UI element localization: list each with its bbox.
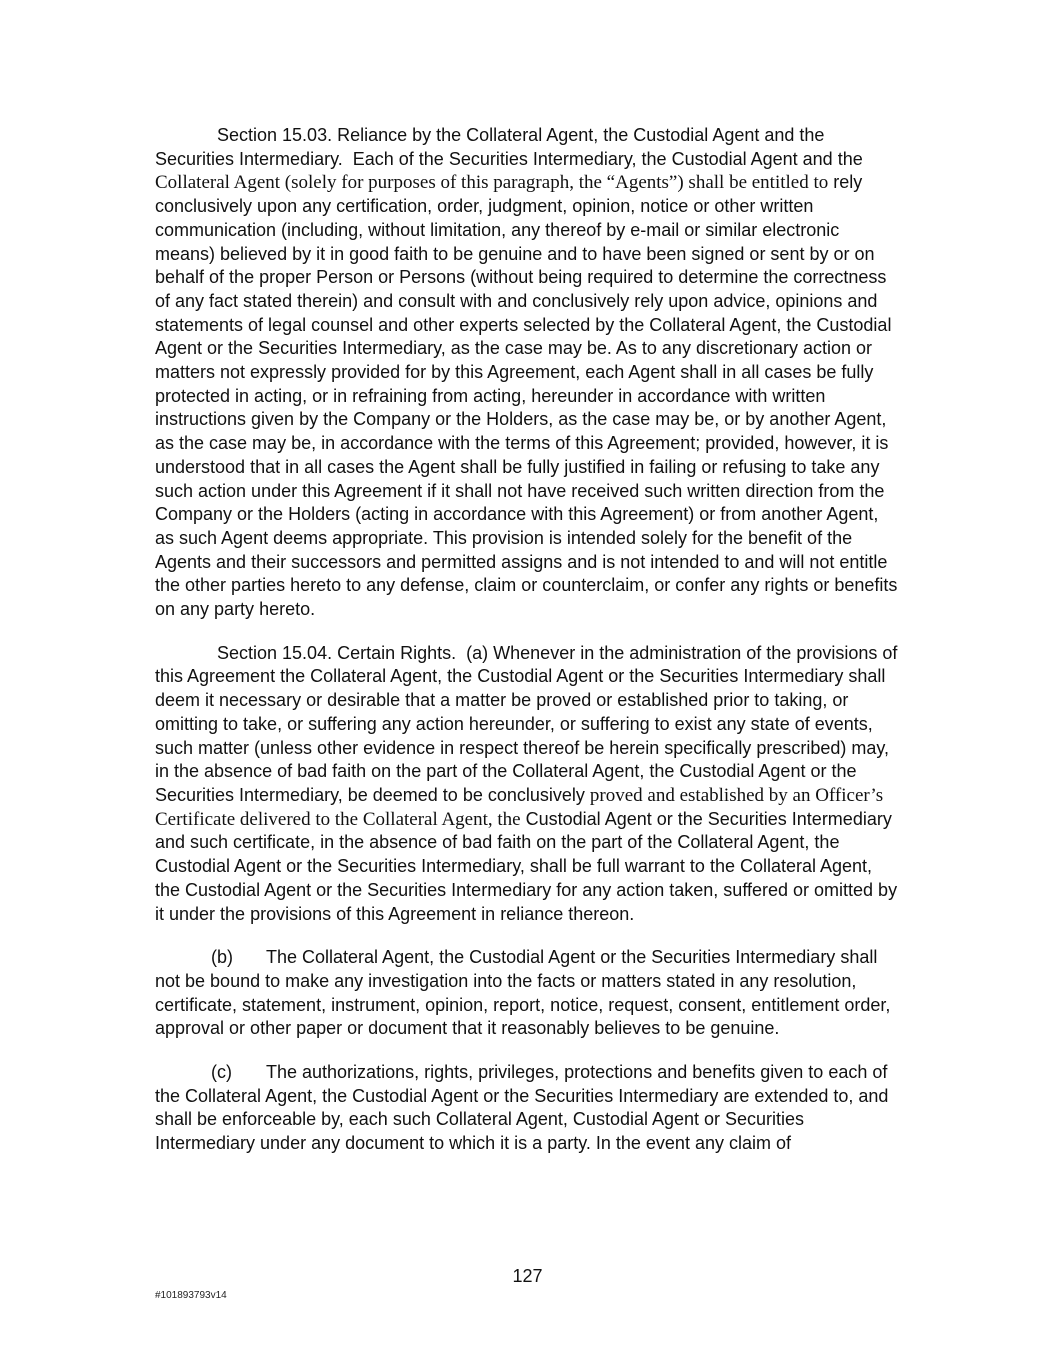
section-15-03-body-part2: rely conclusively upon any certification, order, judgment, opinion, notice or other written communication (including, without limitation, any thereof by e-mail or similar electronic means) believed by it in good faith to be genuine and to have been signed or sent by or on behalf of the proper Person or Persons (without being required to determine the correctness of any fact stated therein) and consult with and conclusively rely upon advice, opinions and statements of legal counsel and other experts selected by the Collateral Agent, the Custodial Agent or the Securities Intermediary, as the case may be. As to any discretionary action or matters not expressly provided for by this Agreement, each Agent shall in all cases be fully protected in acting, or in refraining from acting, hereunder in accordance with written instructions given by the Company or the Holders, as the case may be, or by another Agent, as the case may be, in accordance with the terms of this Agreement; provided, however, it is understood that in all cases the Agent shall be fully justified in failing or refusing to take any such action under this Agreement if it shall not have received such written direction from the Company or the Holders (acting in accordance with this Agreement) or from another Agent, as such Agent deems appropriate. This provision is intended solely for the benefit of the Agents and their successors and permitted assigns and is not intended to and will not entitle the other parties hereto to any defense, claim or counterclaim, or confer any rights or benefits on any party hereto. — [155, 172, 898, 620]
subsection-c-label: (c) — [211, 1062, 232, 1083]
subsection-b-label: (b) — [211, 947, 233, 968]
subsection-b — [155, 946, 901, 1041]
page-number: 127 — [512, 1266, 543, 1286]
section-15-03-heading: Section 15.03. Reliance by the Collateral Agent, the Custodial Agent and the Securities Intermediary. — [155, 125, 825, 169]
section-15-04-heading: Section 15.04. Certain Rights. — [217, 642, 457, 663]
section-15-04-body-part2: Custodial Agent or the Securities Intermediary and such certificate, in the absence of bad faith on the part of the Collateral Agent, the Custodial Agent or the Securities Intermediary, shall be full warrant to the Collateral Agent, the Custodial Agent or the Securities Intermediary for any action taken, suffered or omitted by it under the provisions of this Agreement in reliance thereon. — [155, 808, 898, 924]
section-15-03-body-part1: Each of the Securities Intermediary, the Custodial Agent and the — [352, 148, 863, 169]
subsection-c-text: The authorizations, rights, privileges, protections and benefits given to each of the Collateral Agent, the Custodial Agent or the Securities Intermediary are extended to, and shall be enforceable by, each such Collateral Agent, Custodial Agent or Securities Intermediary under any document to which it is a party. In the event any claim of — [155, 1062, 889, 1154]
section-15-04-body-part1: (a) Whenever in the administration of the provisions of this Agreement the Collateral Agent, the Custodial Agent or the Securities Intermediary shall deem it necessary or desirable that a matter be proved or established prior to taking, or omitting to take, or suffering any action hereunder, or suffering to exist any state of events, such matter (unless other evidence in respect thereof be herein specifically prescribed) may, in the absence of bad faith on the part of the Collateral Agent, the Custodial Agent or the Securities Intermediary, be deemed to be conclusively — [155, 642, 898, 805]
section-15-04-body-serif: proved and established by an Officer’s Certificate delivered to the Collateral Agent, the — [155, 784, 884, 830]
document-body — [155, 124, 901, 1176]
section-15-03-body-serif: Collateral Agent (solely for purposes of this paragraph, the “Agents”) shall be entitled to — [155, 172, 829, 194]
subsection-b-text: The Collateral Agent, the Custodial Agent or the Securities Intermediary shall not be bound to make any investigation into the facts or matters stated in any resolution, certificate, statement, instrument, opinion, report, notice, request, consent, entitlement order, approval or other paper or document that it reasonably believes to be genuine. — [155, 947, 891, 1039]
section-15-03 — [155, 124, 901, 622]
subsection-c — [155, 1061, 901, 1156]
section-15-04 — [155, 642, 901, 926]
document-id: #101893793v14 — [155, 1290, 227, 1301]
